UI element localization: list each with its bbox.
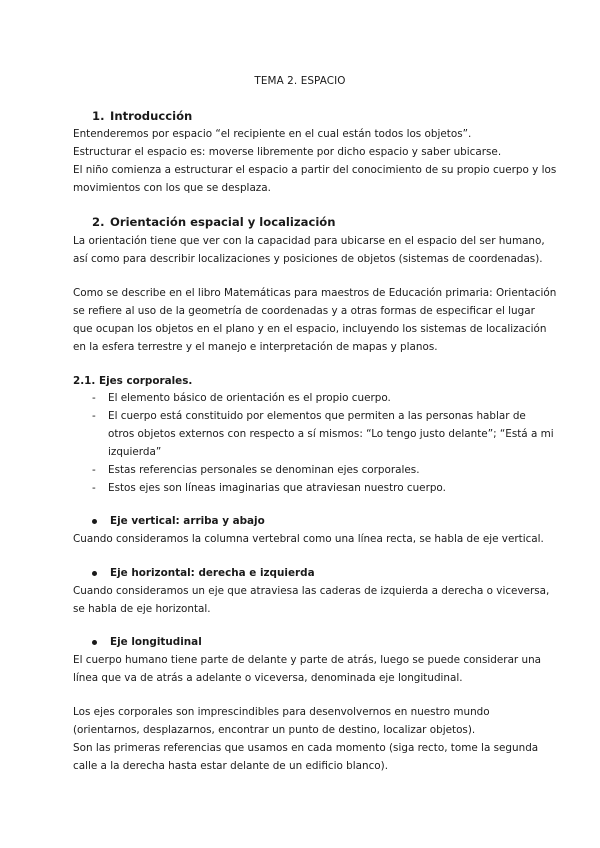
bullet-icon	[92, 640, 97, 645]
dash-marker: -	[92, 482, 96, 494]
closing-line: Son las primeras referencias que usamos en cada momento (siga recto, tome la segunda	[73, 742, 539, 754]
section-1-line: Estructurar el espacio es: moverse libremente por dicho espacio y saber ubicarse.	[73, 146, 502, 158]
section-2-heading	[92, 213, 336, 231]
list-item-text: otros objetos externos con respecto a sí mismos: “Lo tengo justo delante”; “Está a mi	[108, 428, 554, 440]
section-2-line: en la esfera terrestre y el manejo e interpretación de mapas y planos.	[73, 341, 438, 353]
section-2-line: Como se describe en el libro Matemáticas para maestros de Educación primaria: Orientación	[73, 287, 557, 299]
dash-marker: -	[92, 410, 96, 422]
eje-vertical-title: Eje vertical: arriba y abajo	[110, 515, 265, 527]
eje-horizontal-line: se habla de eje horizontal.	[73, 603, 211, 615]
eje-vertical-line: Cuando consideramos la columna vertebral como una línea recta, se habla de eje vertical.	[73, 533, 544, 545]
page-title: TEMA 2. ESPACIO	[254, 75, 346, 87]
section-2-line: así como para describir localizaciones y posiciones de objetos (sistemas de coordenadas).	[73, 253, 543, 265]
section-1-line: movimientos con los que se desplaza.	[73, 182, 271, 194]
closing-line: calle a la derecha hasta estar delante de un edificio blanco).	[73, 760, 389, 772]
list-item-text: Estas referencias personales se denominan ejes corporales.	[108, 464, 420, 476]
section-2-line: La orientación tiene que ver con la capacidad para ubicarse en el espacio del ser humano,	[73, 235, 545, 247]
section-2-title: Orientación espacial y localización	[110, 215, 336, 229]
dash-marker: -	[92, 392, 96, 404]
eje-longitudinal-title: Eje longitudinal	[110, 636, 202, 648]
section-2-line: se refiere al uso de la geometría de coordenadas y a otras formas de especificar el lugar	[73, 305, 535, 317]
bullet-icon	[92, 519, 97, 524]
section-1-line: El niño comienza a estructurar el espacio a partir del conocimiento de su propio cuerpo y los	[73, 164, 557, 176]
section-2-number: 2.	[92, 215, 105, 229]
closing-line: Los ejes corporales son imprescindibles para desenvolvernos en nuestro mundo	[73, 706, 490, 718]
list-item-text: Estos ejes son líneas imaginarias que atraviesan nuestro cuerpo.	[108, 482, 446, 494]
bullet-icon	[92, 571, 97, 576]
eje-horizontal-title: Eje horizontal: derecha e izquierda	[110, 567, 315, 579]
section-1-heading	[92, 107, 192, 125]
subsection-2-1-heading: 2.1. Ejes corporales.	[73, 375, 193, 387]
closing-line: (orientarnos, desplazarnos, encontrar un punto de destino, localizar objetos).	[73, 724, 476, 736]
list-item-text: El elemento básico de orientación es el propio cuerpo.	[108, 392, 391, 404]
dash-marker: -	[92, 464, 96, 476]
eje-longitudinal-line: El cuerpo humano tiene parte de delante y parte de atrás, luego se puede considerar una	[73, 654, 542, 666]
list-item-text: El cuerpo está constituido por elementos que permiten a las personas hablar de	[108, 410, 526, 422]
section-1-title: Introducción	[110, 109, 193, 123]
section-2-line: que ocupan los objetos en el plano y en el espacio, incluyendo los sistemas de localización	[73, 323, 547, 335]
eje-horizontal-line: Cuando consideramos un eje que atraviesa las caderas de izquierda a derecha o viceversa,	[73, 585, 550, 597]
list-item-text: izquierda”	[108, 446, 162, 458]
section-1-line: Entenderemos por espacio “el recipiente en el cual están todos los objetos”.	[73, 128, 472, 140]
section-1-number: 1.	[92, 109, 105, 123]
eje-longitudinal-line: línea que va de atrás a adelante o viceversa, denominada eje longitudinal.	[73, 672, 463, 684]
